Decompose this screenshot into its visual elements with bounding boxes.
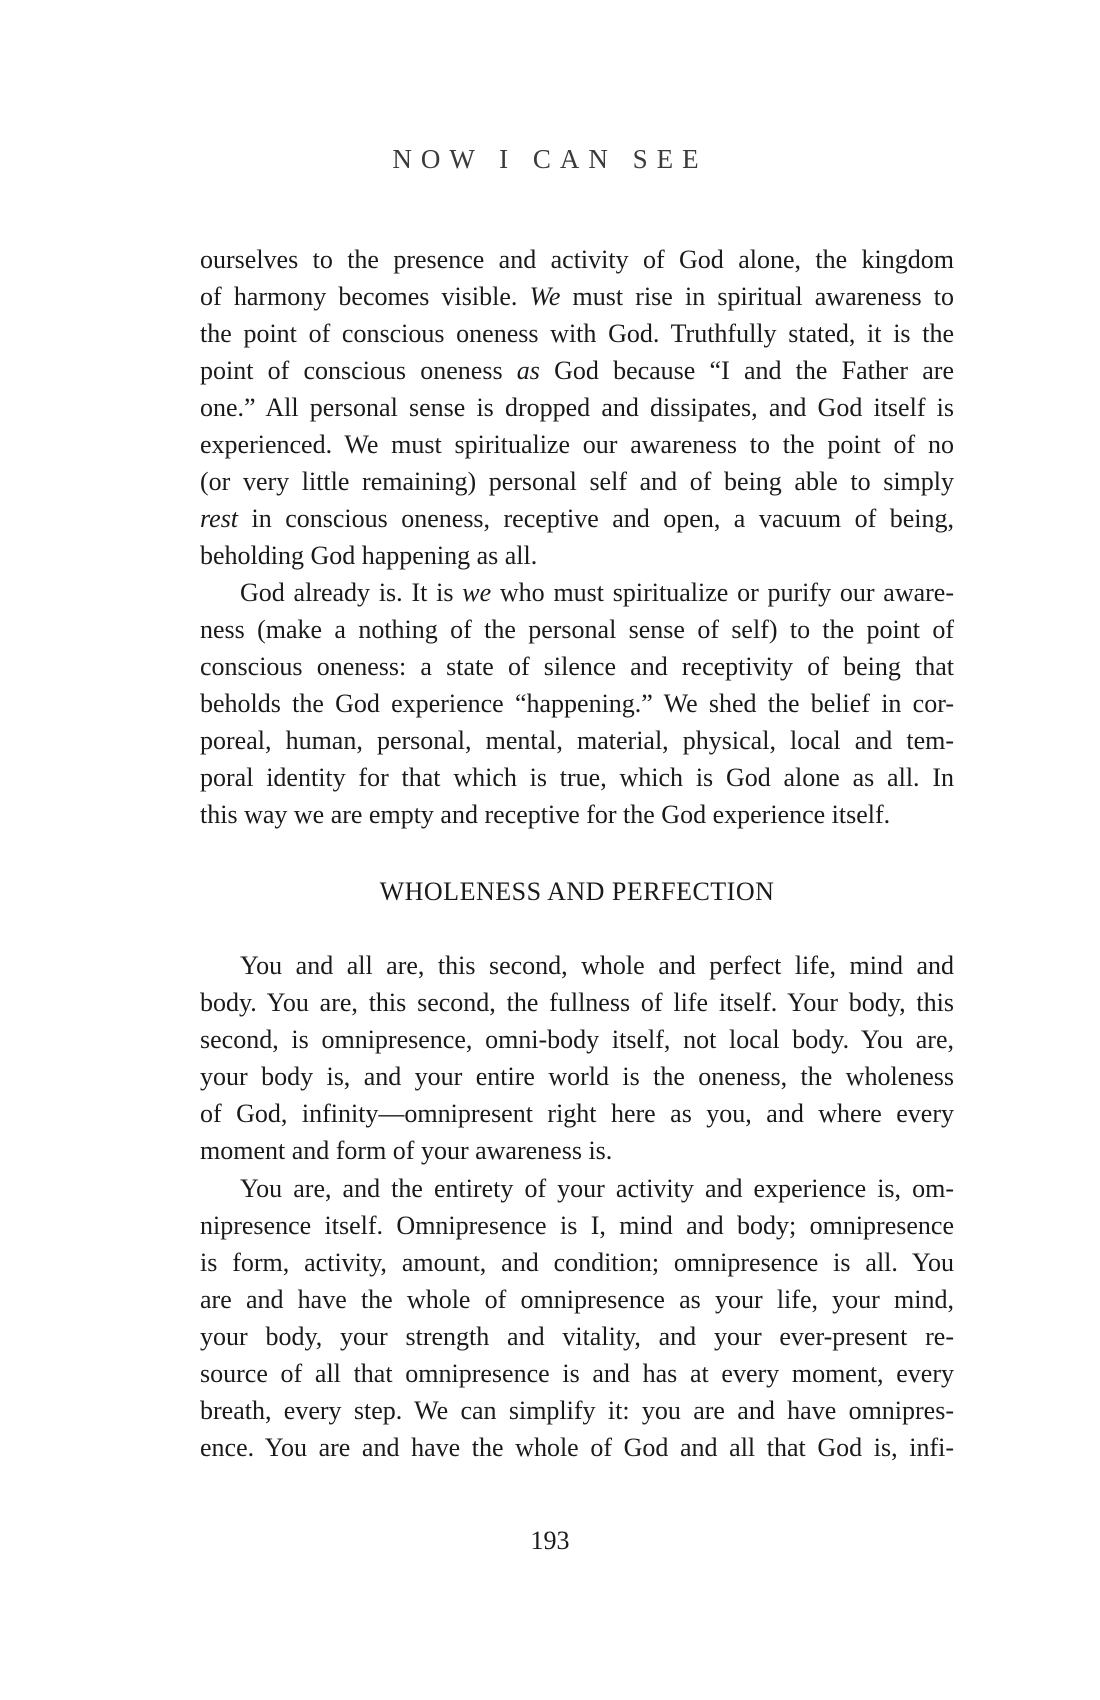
text-line: experienced. We must spiritualize our awareness to the point of no: [200, 430, 954, 459]
text-line: one.” All personal sense is dropped and dissipates, and God itself is: [200, 393, 954, 422]
text-line: your body is, and your entire world is the oneness, the wholeness: [200, 1062, 954, 1091]
text-line: this way we are empty and receptive for the God experience itself.: [200, 800, 891, 829]
text-line: rest in conscious oneness, receptive and open, a vacuum of being,: [200, 504, 954, 533]
text-line: You are, and the entirety of your activity and experience is, om-: [240, 1174, 954, 1203]
text-line: point of conscious oneness as God because “I and the Father are: [200, 356, 954, 385]
paragraph: [200, 1170, 954, 1466]
page-number: 193: [530, 1526, 570, 1555]
text-line: second, is omnipresence, omni-body itself, not local body. You are,: [200, 1025, 954, 1054]
text-line: (or very little remaining) personal self and of being able to simply: [200, 467, 954, 496]
paragraph: [200, 574, 954, 833]
text-line: nipresence itself. Omnipresence is I, mind and body; omnipresence: [200, 1211, 954, 1240]
text-line: ness (make a nothing of the personal sense of self) to the point of: [200, 615, 954, 644]
text-line: are and have the whole of omnipresence as your life, your mind,: [200, 1285, 954, 1314]
text-line: conscious oneness: a state of silence and receptivity of being that: [200, 652, 954, 681]
text-line: of God, infinity—omnipresent right here as you, and where every: [200, 1099, 954, 1128]
text-line: You and all are, this second, whole and perfect life, mind and: [240, 951, 954, 980]
text-line: beholds the God experience “happening.” We shed the belief in cor-: [200, 689, 954, 718]
text-line: beholding God happening as all.: [200, 541, 538, 570]
text-line: your body, your strength and vitality, and your ever-present re-: [200, 1322, 954, 1351]
italic-emphasis: as: [516, 356, 540, 385]
italic-emphasis: we: [462, 578, 492, 607]
text-line: God already is. It is we who must spiritualize or purify our aware-: [240, 578, 954, 607]
text-line: source of all that omnipresence is and has at every moment, every: [200, 1359, 954, 1388]
text-line: poral identity for that which is true, which is God alone as all. In: [200, 763, 954, 792]
text-line: ourselves to the presence and activity of God alone, the kingdom: [200, 245, 954, 274]
text-line: the point of conscious oneness with God. Truthfully stated, it is the: [200, 319, 954, 348]
text-line: is form, activity, amount, and condition; omnipresence is all. You: [200, 1248, 954, 1277]
paragraph: [200, 947, 954, 1169]
text-line: body. You are, this second, the fullness of life itself. Your body, this: [200, 988, 954, 1017]
text-line: ence. You are and have the whole of God and all that God is, infi-: [200, 1433, 954, 1462]
paragraph: [200, 241, 954, 574]
italic-emphasis: rest: [200, 504, 239, 533]
section-heading: WHOLENESS AND PERFECTION: [379, 877, 775, 906]
italic-emphasis: We: [529, 282, 561, 311]
text-line: moment and form of your awareness is.: [200, 1136, 613, 1165]
text-line: of harmony becomes visible. We must rise in spiritual awareness to: [200, 282, 954, 311]
text-line: breath, every step. We can simplify it: you are and have omnipres-: [200, 1396, 954, 1425]
running-head: NOW I CAN SEE: [392, 144, 708, 174]
text-line: poreal, human, personal, mental, material, physical, local and tem-: [200, 726, 954, 755]
